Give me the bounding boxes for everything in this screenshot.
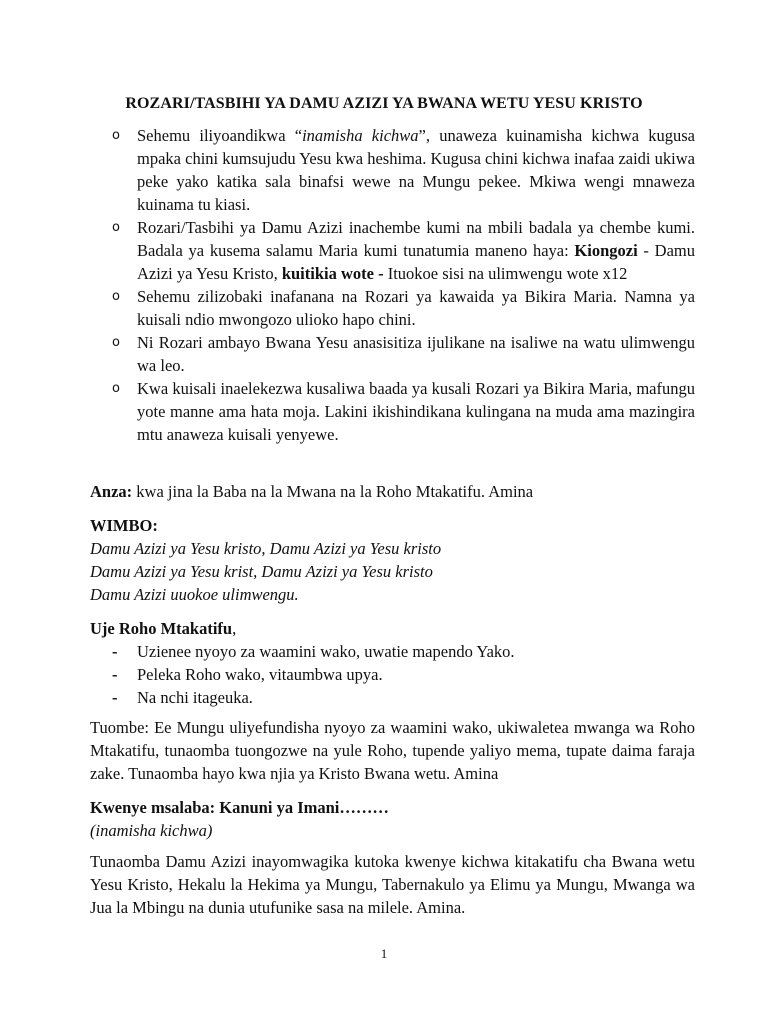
document-title: ROZARI/TASBIHI YA DAMU AZIZI YA BWANA WETU YESU KRISTO: [125, 95, 643, 112]
wimbo-heading: WIMBO:: [90, 516, 158, 535]
wimbo-line: Damu Azizi ya Yesu krist, Damu Azizi ya Yesu kristo: [90, 562, 433, 581]
msalaba-note: (inamisha kichwa): [90, 821, 213, 840]
list-item: - Na nchi itageuka.: [112, 688, 253, 707]
list-item: o Sehemu iliyoandikwa “inamisha kichwa”, unaweza kuinamisha kichwa kugusa mpaka chini kumsujudu Yesu kwa heshima. Kugusa chini kichwa inafaa zaidi ukiwa peke yako katika sala binafsi wewe na Mungu pekee. Mkiwa wengi mnaweza kuinama tu kiasi.: [112, 126, 696, 214]
tuombe-paragraph: Tuombe: Ee Mungu uliyefundisha nyoyo za waamini wako, ukiwaletea mwanga wa Roho Mtakatifu, tunaomba tuongozwe na yule Roho, tupende yaliyo mema, tupate daima faraja zake. Tunaomba hayo kwa njia ya Kristo Bwana wetu. Amina: [90, 718, 695, 783]
roho-heading: Uje Roho Mtakatifu: [90, 619, 233, 638]
page-number: 1: [380, 946, 388, 961]
bullet-marker: o: [112, 381, 120, 396]
anza-paragraph: Anza: kwa jina la Baba na la Mwana na la Roho Mtakatifu. Amina: [90, 482, 534, 501]
bold-term-kiongozi: Kiongozi: [574, 241, 638, 260]
dash-marker: -: [112, 642, 118, 661]
bullet-marker: o: [112, 128, 120, 143]
wimbo-line: Damu Azizi uuokoe ulimwengu.: [90, 585, 299, 604]
anza-label: Anza:: [90, 482, 133, 501]
wimbo-section: [90, 514, 590, 606]
list-item: o Kwa kuisali inaelekezwa kusaliwa baada ya kusali Rozari ya Bikira Maria, mafungu yote manne ama hata moja. Lakini ikishindikana kulingana na muda ama mazingira mtu anaweza kuisali yenyewe.: [112, 379, 695, 444]
wimbo-line: Damu Azizi ya Yesu kristo, Damu Azizi ya Yesu kristo: [90, 539, 442, 558]
list-item: - Uzienee nyoyo za waamini wako, uwatie mapendo Yako.: [112, 642, 515, 661]
bullet-marker: o: [112, 220, 120, 235]
roho-heading-line: Uje Roho Mtakatifu,: [90, 619, 237, 638]
list-item: o Ni Rozari ambayo Bwana Yesu anasisitiza ijulikane na isaliwe na watu ulimwengu wa leo.: [112, 333, 695, 375]
roho-list: [112, 640, 515, 709]
closing-paragraph: Tunaomba Damu Azizi inayomwagika kutoka kwenye kichwa kitakatifu cha Bwana wetu Yesu Kristo, Hekalu la Hekima ya Mungu, Tabernakulo ya Elimu ya Mungu, Mwanga wa Jua la Mbingu na dunia utufunike sasa na milele. Amina.: [90, 852, 695, 917]
italic-phrase: inamisha kichwa: [302, 126, 419, 145]
msalaba-heading: Kwenye msalaba: Kanuni ya Imani………: [90, 798, 389, 817]
instruction-list: [112, 124, 695, 446]
bullet-marker: o: [112, 335, 120, 350]
dash-marker: -: [112, 688, 118, 707]
msalaba-section: [90, 796, 695, 842]
list-item: - Peleka Roho wako, vitaumbwa upya.: [112, 665, 383, 684]
bold-term-kuitikia: kuitikia wote -: [281, 264, 384, 283]
dash-marker: -: [112, 665, 118, 684]
bullet-marker: o: [112, 289, 120, 304]
list-item: o Sehemu zilizobaki inafanana na Rozari ya kawaida ya Bikira Maria. Namna ya kuisali ndio mwongozo ulioko hapo chini.: [112, 287, 695, 329]
list-item: o Rozari/Tasbihi ya Damu Azizi inachembe kumi na mbili badala ya chembe kumi. Badala ya kusema salamu Maria kumi tunatumia maneno haya: Kiongozi - Damu Azizi ya Yesu Kristo, kuitikia wote - Ituokoe sisi na ulimwengu wote x12: [112, 218, 695, 283]
